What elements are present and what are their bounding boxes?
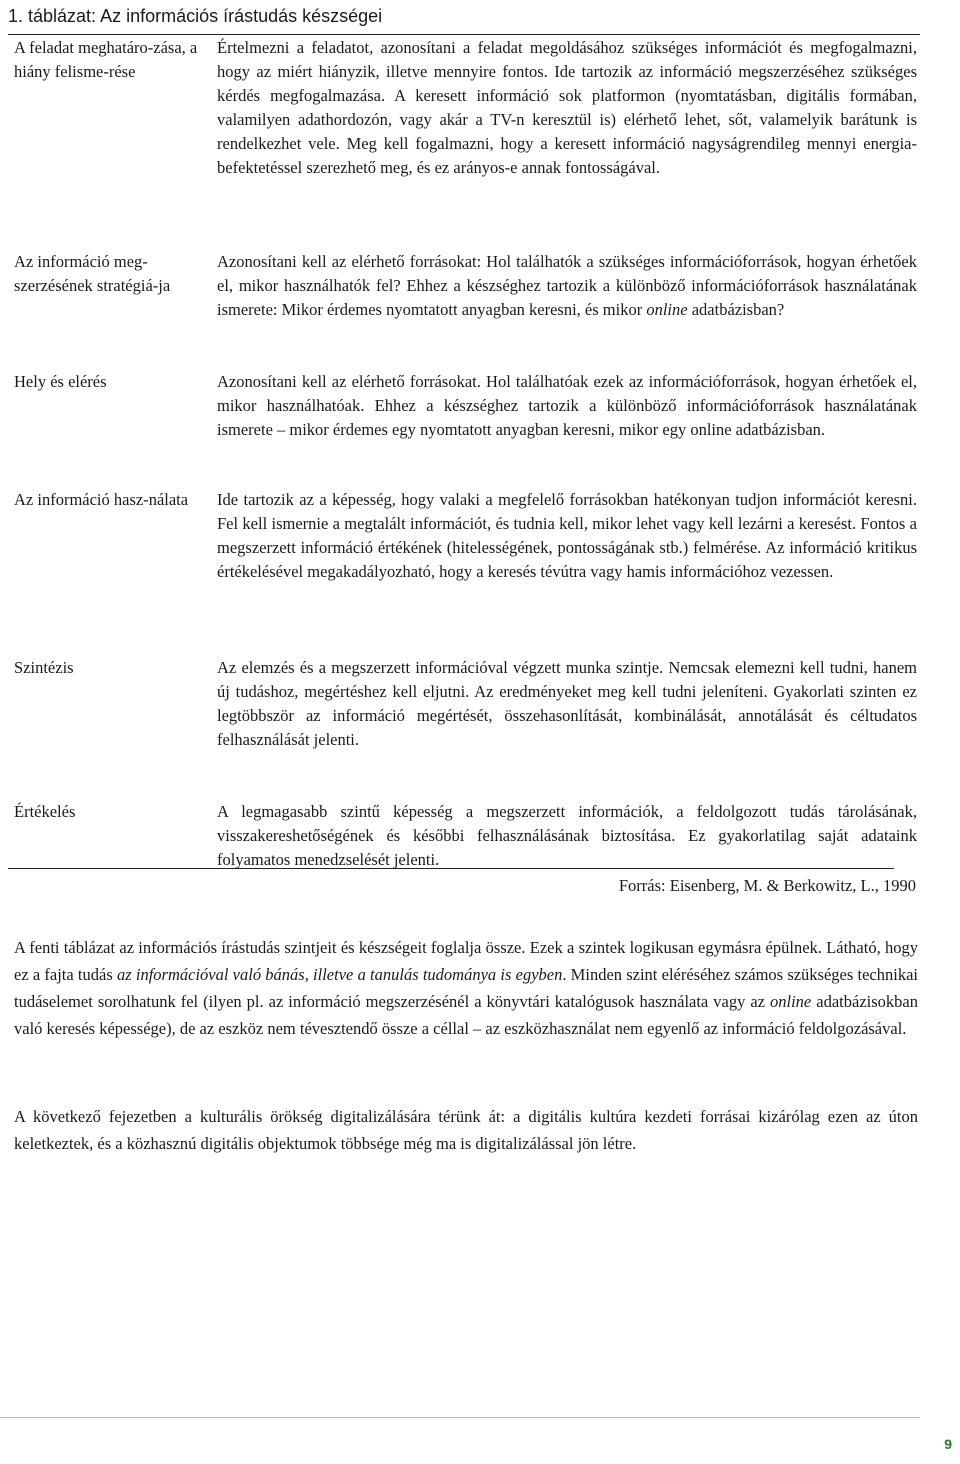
row-label: Hely és elérés — [14, 372, 107, 391]
row-label: Az információ meg-szerzésének stratégiá-ja — [14, 252, 171, 295]
page-number: 9 — [944, 1436, 952, 1452]
row-description: Ide tartozik az a képesség, hogy valaki a megfelelő forrásokban hatékonyan tudjon információt keresni. Fel kell ismernie a megtalált információt, és tudnia kell, mikor lehet vagy kell lezárni a keresést. Fontos a megszerzett információ értékének (hitelességének, pontosságának stb.) felmérése. Az információ kritikus értékelésével megakadályozható, hogy a keresés tévútra vagy hamis információhoz vezessen. — [217, 490, 917, 581]
body-paragraph-2: A következő fejezetben a kulturális örökség digitalizálására térünk át: a digitális kultúra kezdeti forrásai kizárólag ezen az úton keletkeztek, és a közhasznú digitális objektumok többsége még ma is digitalizálással jön létre. — [14, 1107, 918, 1153]
body-paragraph-1: A fenti táblázat az információs írástudás szintjeit és készségeit foglalja össze. Ezek a szintek logikusan egymásra épülnek. Látható, hogy ez a fajta tudás az információval való bánás, illetve a tanulás tudománya is egyben. Minden szint eléréséhez számos szükséges technikai tudáselemet sorolhatunk fel (ilyen pl. az információ megszerzésénél a könyvtári katalógusok használata vagy az online adatbázisokban való keresés képessége), de az eszköz nem tévesztendő össze a céllal – az eszközhasználat nem egyenlő az információ feldolgozásával. — [14, 938, 918, 1038]
table-caption: 1. táblázat: Az információs írástudás készségei — [8, 6, 383, 26]
row-label: A feladat meghatáro-zása, a hiány felisme-rése — [14, 38, 198, 81]
table-source: Forrás: Eisenberg, M. & Berkowitz, L., 1990 — [618, 876, 916, 895]
row-label: Szintézis — [14, 658, 74, 677]
row-description: A legmagasabb szintű képesség a megszerzett információk, a feldolgozott tudás tárolásának, visszakereshetőségének és későbbi felhasználásának biztosítása. Ez gyakorlatilag saját adataink folyamatos menedzselését jelenti. — [217, 802, 917, 869]
row-description: Értelmezni a feladatot, azonosítani a feladat megoldásához szükséges információt és megfogalmazni, hogy az miért hiányzik, illetve mennyire fontos. Ide tartozik az információ megszerzéséhez szükséges kérdés megfogalmazása. A keresett információ sok platformon (nyomtatásban, digitális formában, valamilyen adathordozón, vagy akár a TV-n keresztül is) elérhető lehet, sőt, valamelyik barátunk is rendelkezhet vele. Meg kell fogalmazni, hogy a keresett információ nagyságrendileg mennyi energia-befektetéssel szerezhető meg, és ez arányos-e annak fontosságával. — [217, 38, 917, 177]
row-label: Az információ hasz-nálata — [14, 490, 189, 509]
row-label: Értékelés — [14, 802, 76, 821]
row-description: Azonosítani kell az elérhető forrásokat. Hol találhatóak ezek az információforrások, hogyan érhetőek el, mikor használhatóak. Ehhez a készséghez tartozik a különböző információforrások használatának ismerete – mikor érdemes egy nyomtatott anyagban keresni, mikor egy online adatbázisban. — [217, 372, 917, 439]
footer-rule — [0, 1417, 920, 1418]
row-description: Az elemzés és a megszerzett információval végzett munka szintje. Nemcsak elemezni kell tudni, hanem új tudáshoz, megértéshez kell eljutni. Az eredményeket meg kell tudni jeleníteni. Gyakorlati szinten ez legtöbbször az információ megértését, összehasonlítását, kombinálását, annotálását és céltudatos felhasználását jelenti. — [217, 658, 917, 749]
table-top-rule — [8, 34, 920, 35]
table-bottom-rule — [8, 868, 894, 869]
row-description: Azonosítani kell az elérhető forrásokat: Hol találhatók a szükséges információforrások, hogyan érhetőek el, mikor használhatók fel? Ehhez a készséghez tartozik a különböző információforrások használatának ismerete: Mikor érdemes nyomtatott anyagban keresni, és mikor online adatbázisban? — [217, 252, 917, 319]
